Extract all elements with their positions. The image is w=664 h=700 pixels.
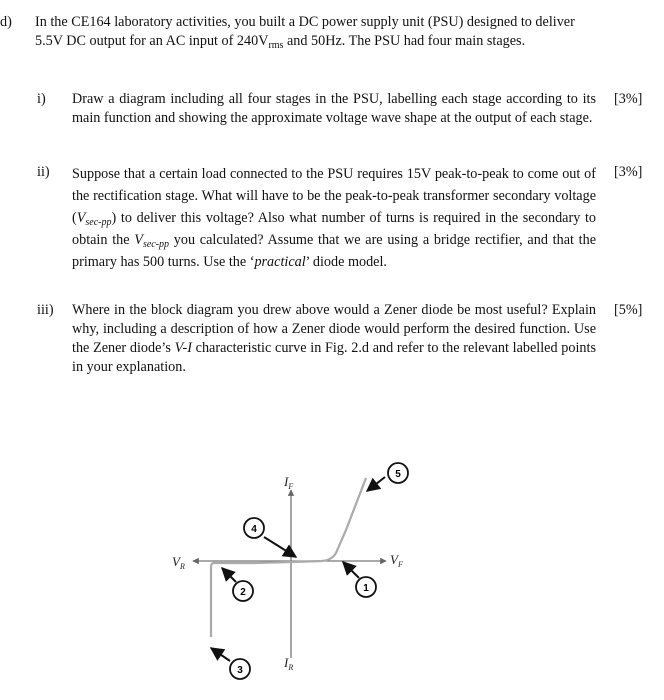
vf-axis-label: $V_F$ [390, 552, 403, 569]
vi-curve [211, 478, 366, 637]
question-ii-text-b: ) to deliver this voltage? Also what number of turns is required in the secondary to obtain the [72, 210, 596, 248]
question-ii-number: ii) [37, 164, 50, 180]
part-d-text-after: and 50Hz. The PSU had four main stages. [283, 33, 526, 49]
rms-subscript: rms [268, 40, 284, 51]
vi-symbol: V-I [174, 340, 192, 356]
part-d-label: d) [0, 14, 12, 30]
point-1-arrow [343, 562, 359, 578]
practical-word: practical [254, 254, 306, 270]
part-d-text-before: In the CE164 laboratory activities, you built a DC power supply unit (PSU) designed to deliver 5.5V DC output for an AC input of 240V [35, 14, 575, 49]
point-3-arrow [211, 648, 230, 661]
zener-vi-figure [0, 440, 664, 700]
point-5-label: 5 [395, 469, 401, 480]
question-ii-text-c: you calculated? Assume that we are using a bridge rectifier, and that the primary has 500 turns. Use the ‘ [72, 232, 596, 270]
point-1-label: 1 [363, 583, 369, 594]
question-iii-text-b: characteristic curve in Fig. 2.d and refer to the relevant labelled points in your explanation. [72, 340, 596, 375]
question-iii-text-a: Where in the block diagram you drew above would a Zener diode be most useful? Explain why, including a description of how a Zener diode would perform the desired function. Use the Zener diode’s [72, 302, 596, 356]
question-iii-number: iii) [37, 302, 54, 318]
ir-axis-label: $I_R$ [284, 655, 294, 672]
part-d-intro [35, 13, 601, 51]
vr-axis-label: $V_R$ [172, 554, 185, 571]
question-ii-text [72, 163, 596, 273]
question-iii-text [72, 301, 596, 377]
point-3-label: 3 [237, 665, 243, 676]
point-2-label: 2 [240, 587, 246, 598]
if-axis-label: $I_F$ [284, 474, 294, 491]
question-ii-text-d: ’ diode model. [305, 254, 387, 270]
question-i-number: i) [37, 91, 46, 107]
point-2-arrow [222, 568, 236, 582]
vsec-pp-symbol: $V_{sec-pp}$ [76, 210, 112, 228]
point-4-label: 4 [251, 524, 257, 535]
vsec-pp-symbol-2: $V_{sec-pp}$ [134, 232, 170, 250]
question-ii-marks: [3%] [614, 164, 643, 180]
question-ii-text-a: Suppose that a certain load connected to the PSU requires 15V peak-to-peak to come out of the rectification stage. What will have to be the peak-to-peak transformer secondary voltage ( [72, 166, 596, 226]
point-5-arrow [367, 477, 385, 491]
question-iii-marks: [5%] [614, 302, 643, 318]
question-i-text: Draw a diagram including all four stages in the PSU, labelling each stage according to its main function and showing the approximate voltage wave shape at the output of each stage. [72, 91, 596, 126]
question-i-marks: [3%] [614, 91, 643, 107]
